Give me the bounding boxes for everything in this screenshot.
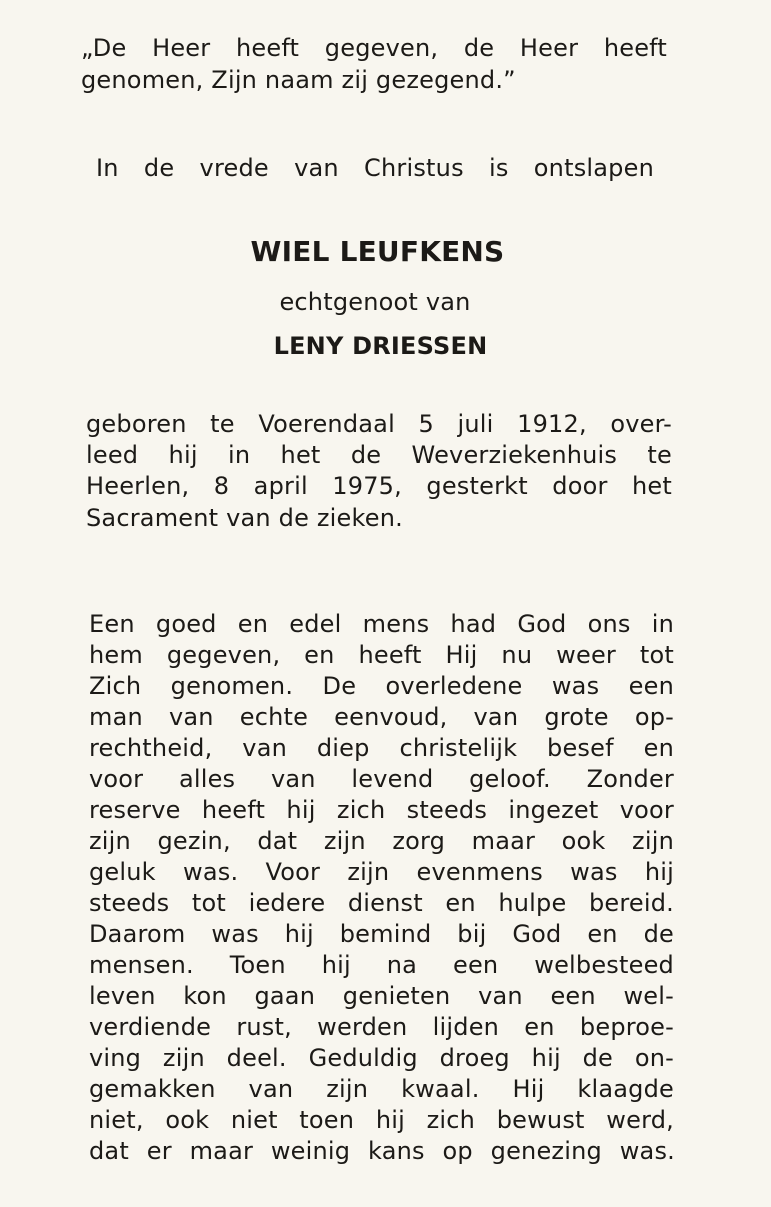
spouse-name: LENY DRIESSEN — [273, 332, 488, 360]
birth-death-line: geboren te Voerendaal 5 juli 1912, over- — [86, 410, 672, 438]
tribute-line: ving zijn deel. Geduldig droeg hij de on- — [89, 1044, 674, 1072]
tribute-line: steeds tot iedere dienst en hulpe bereid. — [89, 889, 674, 917]
tribute-line: hem gegeven, en heeft Hij nu weer tot — [89, 641, 674, 669]
tribute-line: leven kon gaan genieten van een wel- — [89, 982, 674, 1010]
tribute-line: verdiende rust, werden lijden en beproe- — [89, 1013, 674, 1041]
deceased-name: WIEL LEUFKENS — [250, 235, 505, 268]
tribute-line: gemakken van zijn kwaal. Hij klaagde — [89, 1075, 674, 1103]
tribute-line: man van echte eenvoud, van grote op- — [89, 703, 674, 731]
tribute-line: zijn gezin, dat zijn zorg maar ook zijn — [89, 827, 674, 855]
spouse-label: echtgenoot van — [279, 288, 471, 316]
tribute-line: reserve heeft hij zich steeds ingezet voor — [89, 796, 674, 824]
tribute-line: mensen. Toen hij na een welbesteed — [89, 951, 674, 979]
birth-death-line: leed hij in het de Weverziekenhuis te — [86, 441, 672, 469]
intro-line: In de vrede van Christus is ontslapen — [96, 154, 654, 182]
quote-line: genomen, Zijn naam zij gezegend.” — [81, 66, 516, 94]
birth-death-line: Sacrament van de zieken. — [86, 504, 403, 532]
quote-line: „De Heer heeft gegeven, de Heer heeft — [81, 34, 667, 62]
tribute-line: voor alles van levend geloof. Zonder — [89, 765, 674, 793]
tribute-line: Een goed en edel mens had God ons in — [89, 610, 674, 638]
birth-death-line: Heerlen, 8 april 1975, gesterkt door het — [86, 472, 672, 500]
tribute-line: dat er maar weinig kans op genezing was. — [89, 1137, 675, 1165]
tribute-line: Zich genomen. De overledene was een — [89, 672, 674, 700]
tribute-line: niet, ook niet toen hij zich bewust werd, — [89, 1106, 674, 1134]
tribute-line: rechtheid, van diep christelijk besef en — [89, 734, 674, 762]
tribute-line: Daarom was hij bemind bij God en de — [89, 920, 674, 948]
tribute-line: geluk was. Voor zijn evenmens was hij — [89, 858, 674, 886]
